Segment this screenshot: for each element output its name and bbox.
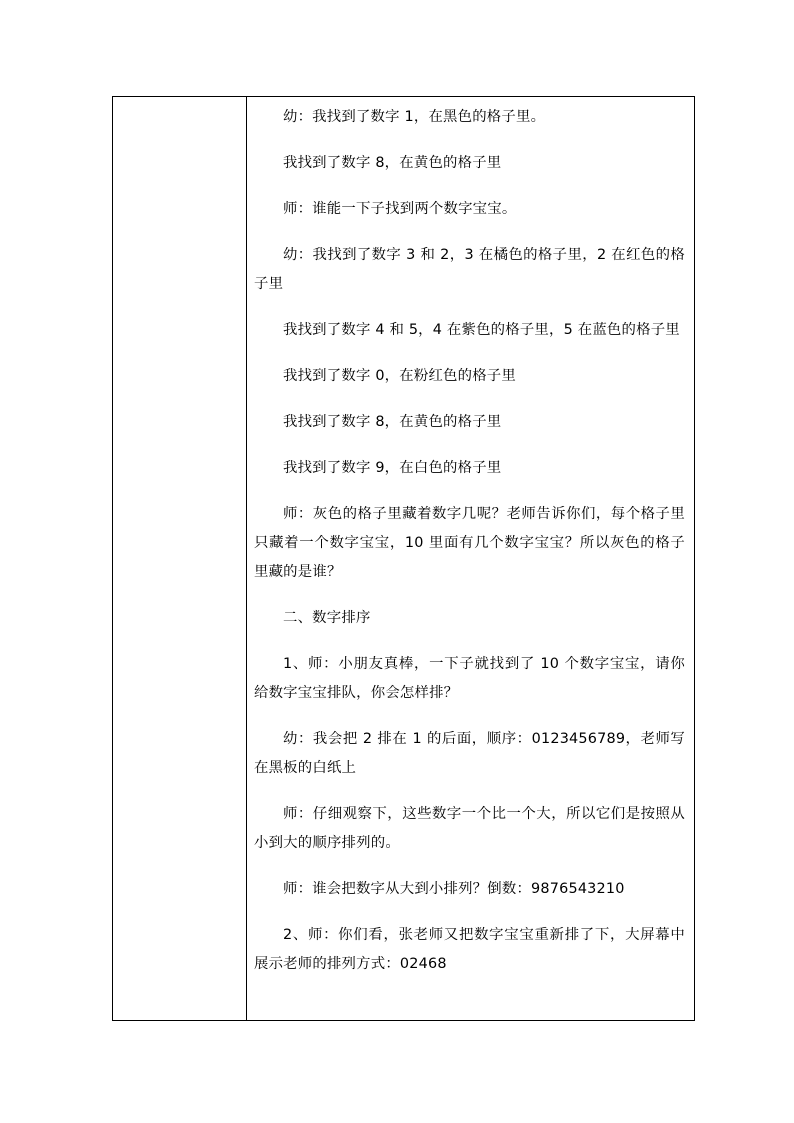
paragraph: 我找到了数字 8，在黄色的格子里 [283,155,502,171]
paragraph: 幼：我找到了数字 1，在黑色的格子里。 [283,109,546,125]
section-heading: 二、数字排序 [283,610,371,626]
paragraph: 师：仔细观察下，这些数字一个比一个大，所以它们是按照从小到大的顺序排列的。 [254,806,685,851]
paragraph: 2、师：你们看，张老师又把数字宝宝重新排了下，大屏幕中展示老师的排列方式：02468 [254,927,685,972]
table-right-cell [247,97,694,1020]
paragraph: 我找到了数字 8，在黄色的格子里 [283,414,502,430]
table-left-cell [113,97,247,1020]
paragraph: 我找到了数字 4 和 5，4 在紫色的格子里，5 在蓝色的格子里 [283,322,680,338]
paragraph: 师：谁能一下子找到两个数字宝宝。 [283,201,517,217]
paragraph: 我找到了数字 0，在粉红色的格子里 [283,368,516,384]
lesson-table [112,96,695,1021]
paragraph: 师：灰色的格子里藏着数字几呢？老师告诉你们，每个格子里只藏着一个数字宝宝，10 里面有几个数字宝宝？所以灰色的格子里藏的是谁？ [254,506,685,580]
paragraph: 1、师：小朋友真棒，一下子就找到了 10 个数字宝宝，请你给数字宝宝排队，你会怎样排？ [254,656,685,701]
paragraph: 幼：我找到了数字 3 和 2，3 在橘色的格子里，2 在红色的格子里 [254,247,685,292]
paragraph: 幼：我会把 2 排在 1 的后面，顺序：0123456789，老师写在黑板的白纸上 [254,731,685,776]
paragraph: 我找到了数字 9，在白色的格子里 [283,460,502,476]
paragraph: 师：谁会把数字从大到小排列？倒数：9876543210 [283,881,625,897]
lesson-content [254,103,685,996]
